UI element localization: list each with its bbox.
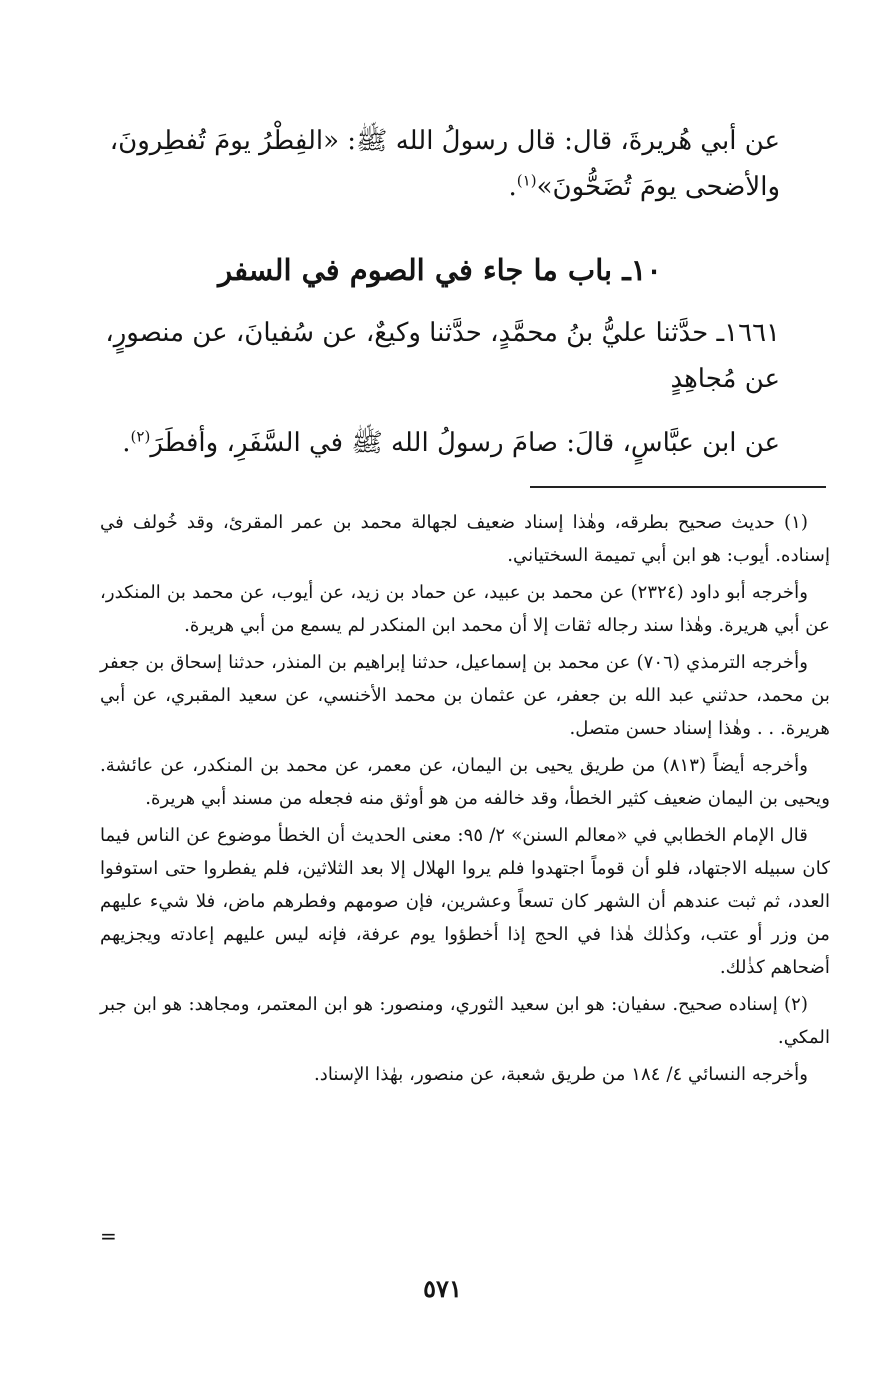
hadith-top-line2	[100, 164, 780, 210]
footnote-marker-1: (١)	[516, 171, 537, 190]
hadith-top-line1: عن أبي هُريرةَ، قال: قال رسولُ الله ﷺ: «الفِطْرُ يومَ تُفطِرونَ،	[109, 126, 780, 156]
hadith-matn-text: عن ابن عبَّاسٍ، قالَ: صامَ رسولُ الله ﷺ في السَّفَرِ، وأفطَرَ	[150, 428, 780, 458]
page-number: ٥٧١	[423, 1274, 462, 1303]
hadith-chain-line1: ١٦٦١ـ حدَّثنا عليُّ بنُ محمَّدٍ، حدَّثنا وكيعٌ، عن سُفيانَ، عن منصورٍ،	[105, 318, 780, 348]
hadith-text-top	[100, 118, 780, 210]
footnote-marker-2: (٢)	[130, 427, 151, 446]
hadith-top-end: .	[508, 172, 517, 202]
footnote-paragraph: (١) حديث صحيح بطرقه، وهٰذا إسناد ضعيف لجهالة محمد بن عمر المقرئ، وقد خُولف في إسناده. أيوب: هو ابن أبي تميمة السختياني.	[100, 512, 830, 566]
footnote-paragraph: وأخرجه أبو داود (٢٣٢٤) عن محمد بن عبيد، عن حماد بن زيد، عن أيوب، عن محمد بن المنكدر، عن أبي هريرة. وهٰذا سند رجاله ثقات إلا أن محمد ابن المنكدر لم يسمع من أبي هريرة.	[100, 582, 830, 636]
footnotes	[100, 506, 830, 1095]
hadith-matn	[100, 420, 780, 466]
footnote-paragraph: وأخرجه النسائي ٤/ ١٨٤ من طريق شعبة، عن منصور، بهٰذا الإسناد.	[313, 1064, 808, 1085]
footnote-paragraph: قال الإمام الخطابي في «معالم السنن» ٢/ ٩٥: معنى الحديث أن الخطأ موضوع عن الناس فيما كان سبيله الاجتهاد، فلو أن قوماً اجتهدوا فلم يروا الهلال إلا بعد الثلاثين، فلم يفطروا حتى استوفوا العدد، ثم ثبت عندهم أن الشهر كان تسعاً وعشرين، فإن صومهم وفطرهم ماض، فلا شيء عليهم من وزر أو عتب، وكذٰلك هٰذا في الحج إذا أخطؤوا يوم عرفة، فإنه ليس عليهم إعادته ويجزيهم أضحاهم كذٰلك.	[100, 825, 830, 978]
hadith-chain-line2: عن مُجاهِدٍ	[670, 364, 780, 394]
hadith-chain	[100, 310, 780, 402]
footnote-paragraph: (٢) إسناده صحيح. سفيان: هو ابن سعيد الثوري، ومنصور: هو ابن المعتمر، ومجاهد: هو ابن جبر المكي.	[100, 994, 830, 1048]
continuation-mark: =	[100, 1224, 117, 1248]
footnote-paragraph: وأخرجه الترمذي (٧٠٦) عن محمد بن إسماعيل، حدثنا إبراهيم بن المنذر، حدثنا إسحاق بن جعفر بن محمد، حدثني عبد الله بن جعفر، عن عثمان بن محمد الأخنسي، عن سعيد المقبري، عن أبي هريرة. . . وهٰذا إسناد حسن متصل.	[100, 652, 830, 739]
section-heading: ١٠ـ باب ما جاء في الصوم في السفر	[218, 253, 662, 287]
hadith-matn-end: .	[122, 428, 131, 458]
hadith-top-line2-text: والأضحى يومَ تُضَحُّونَ»	[536, 172, 780, 202]
footnote-paragraph: وأخرجه أيضاً (٨١٣) من طريق يحيى بن اليمان، عن معمر، عن محمد بن المنكدر، عن عائشة. ويحيى بن اليمان ضعيف كثير الخطأ، وقد خالفه من هو أوثق منه فجعله من مسند أبي هريرة.	[100, 755, 830, 809]
footnote-separator	[530, 486, 826, 488]
